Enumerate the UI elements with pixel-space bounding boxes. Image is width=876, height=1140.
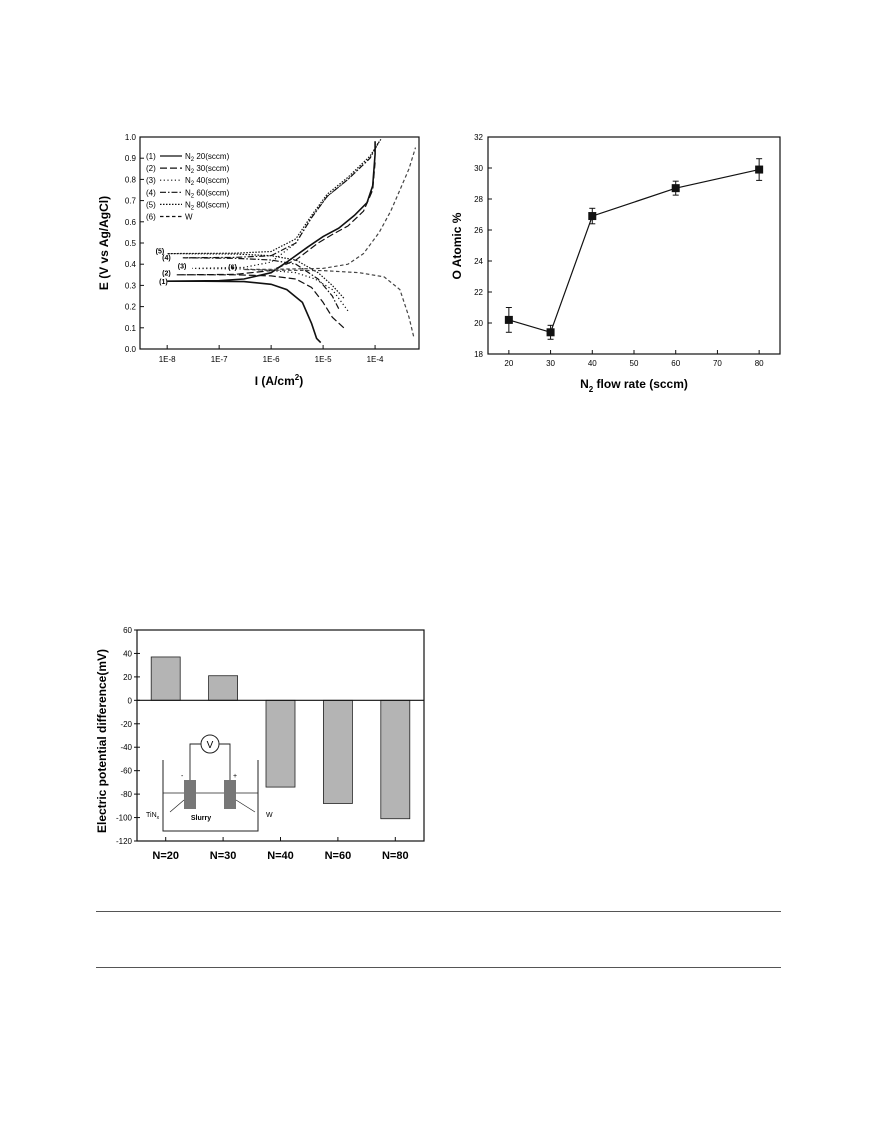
- legend-number: (3): [146, 176, 156, 186]
- polarization-x-tick-label: 1E-6: [262, 355, 280, 364]
- oxygen-x-tick-label: 50: [629, 359, 639, 368]
- oxygen-y-tick-label: 32: [474, 133, 483, 142]
- potential-bar: [381, 700, 410, 818]
- potential-y-tick-label: 0: [127, 696, 132, 706]
- legend-label: $N_2$ 30(sccm): [185, 164, 230, 176]
- oxygen-x-tick-label: 80: [754, 359, 764, 368]
- tinx-electrode: [184, 780, 196, 809]
- legend-label: $N_2$ 20(sccm): [185, 152, 230, 163]
- potential-bar: [323, 700, 352, 803]
- potential-bar: [209, 676, 238, 701]
- potential-y-tick-label: -80: [120, 790, 132, 800]
- polarization-y-tick-label: 0.2: [124, 302, 136, 312]
- voltmeter-label: V: [206, 740, 214, 751]
- potential-category-label: N=60: [324, 850, 352, 862]
- potential-y-tick-label: 20: [123, 672, 132, 682]
- table-rule-top: [96, 911, 781, 912]
- slurry-label: Slurry: [190, 815, 212, 822]
- potential-category-label: N=30: [209, 850, 237, 862]
- polarization-y-tick-label: 0.7: [124, 196, 136, 206]
- oxygen-x-tick-label: 40: [587, 359, 597, 368]
- polarization-curve-label: (2): [162, 270, 171, 278]
- polarization-y-tick-label: 0.6: [124, 217, 136, 227]
- legend-number: (4): [146, 188, 156, 198]
- polarization-y-tick-label: 0.8: [124, 175, 136, 185]
- polarization-y-tick-label: 0.5: [124, 239, 136, 248]
- polarization-x-tick-label: 1E-7: [210, 355, 228, 364]
- polarization-curve-label: (5): [155, 248, 165, 256]
- oxygen-y-tick-label: 26: [474, 226, 483, 235]
- oxygen-y-tick-label: 30: [474, 164, 483, 173]
- polarization-y-tick-label: 0.9: [124, 154, 136, 164]
- legend-number: (1): [146, 152, 156, 161]
- potential-bar: [151, 657, 180, 700]
- polarization-y-tick-label: 0.3: [124, 281, 136, 291]
- potential-category-label: N=40: [267, 850, 294, 862]
- polarization-y-tick-label: 0.0: [124, 345, 136, 354]
- polarization-curve-label: (4): [162, 254, 171, 262]
- polarization-curve-label: (1): [159, 279, 168, 287]
- legend-number: (2): [146, 164, 156, 174]
- legend-label: W: [185, 212, 193, 222]
- oxygen-y-tick-label: 18: [474, 350, 483, 359]
- potential-y-tick-label: -120: [115, 837, 132, 846]
- w-label: W: [266, 812, 273, 819]
- legend-label: $N_2$ 40(sccm): [185, 176, 230, 188]
- oxygen-x-tick-label: 20: [504, 359, 514, 368]
- polarization-curve-label: (6): [228, 264, 237, 272]
- polarization-y-axis-label: E (V vs Ag/AgCl): [97, 195, 111, 291]
- oxygen-x-tick-label: 70: [712, 359, 722, 368]
- polarization-y-tick-label: 1.0: [124, 133, 136, 142]
- cell-schematic-inset: [146, 735, 273, 831]
- legend-label: $N_2$ 60(sccm): [185, 188, 230, 200]
- positive-sign: +: [233, 773, 238, 780]
- potential-y-tick-label: -100: [115, 813, 132, 823]
- potential-category-label: N=80: [381, 850, 409, 862]
- tinx-label: TiN$_x$: [146, 812, 160, 821]
- potential-category-label: N=20: [152, 850, 180, 862]
- polarization-x-axis-label: I $(A/cm^2)$: [254, 373, 304, 388]
- oxygen-x-tick-label: 60: [671, 359, 681, 368]
- potential-y-axis-label: Electric potential difference(mV): [95, 648, 109, 834]
- polarization-y-tick-label: 0.1: [124, 323, 136, 333]
- oxygen-y-tick-label: 24: [474, 257, 483, 266]
- potential-y-tick-label: -40: [120, 743, 132, 753]
- legend-label: $N_2$ 80(sccm): [185, 200, 230, 212]
- oxygen-y-tick-label: 28: [474, 195, 483, 204]
- oxygen-y-axis-label: O Atomic %: [450, 212, 464, 280]
- potential-category-labels: [152, 850, 408, 862]
- potential-y-tick-label: 40: [123, 649, 132, 659]
- legend-number: (5): [146, 200, 156, 210]
- tinx-pointer: [170, 800, 184, 812]
- potential-y-tick-label: -60: [120, 766, 132, 776]
- polarization-x-tick-label: 1E-4: [366, 355, 384, 364]
- potential-y-tick-label: -20: [120, 719, 132, 729]
- oxygen-y-tick-label: 20: [474, 319, 483, 328]
- polarization-y-tick-label: 0.4: [124, 260, 136, 270]
- table-rule-bottom: [96, 967, 781, 968]
- polarization-curve-label: (3): [177, 263, 187, 271]
- oxygen-y-tick-label: 22: [474, 288, 483, 297]
- polarization-x-tick-label: 1E-5: [314, 355, 332, 364]
- legend-number: (6): [146, 212, 156, 222]
- w-electrode: [224, 780, 236, 809]
- potential-y-tick-label: 60: [123, 626, 132, 635]
- potential-bar: [266, 700, 295, 787]
- polarization-x-tick-label: 1E-8: [158, 355, 176, 364]
- oxygen-x-axis-label: $N_2$ flow rate (sccm): [580, 377, 688, 394]
- negative-sign: -: [181, 773, 184, 780]
- w-pointer: [236, 800, 255, 812]
- oxygen-x-tick-label: 30: [546, 359, 556, 368]
